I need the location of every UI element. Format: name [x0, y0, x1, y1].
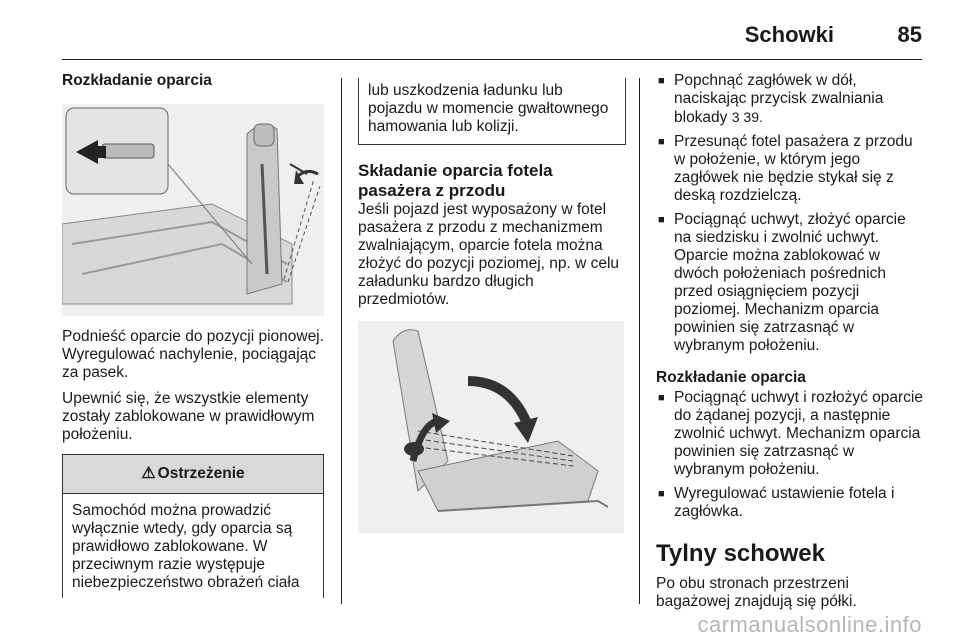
page-title: Schowki [744, 22, 834, 47]
column-1 [62, 72, 324, 598]
bullet-icon: ■ [658, 75, 665, 87]
warning-text-continued: lub uszkodzenia ładunku lub pojazdu w momencie gwałtownego hamowania lub kolizji. [368, 82, 609, 135]
instruction-list [656, 72, 924, 355]
column-3 [656, 72, 924, 619]
list-item: ■ Przesunąć fotel pasażera z przodu w położenie, w którym jego zagłówek nie będzie stykał się z deską rozdzielczą. [658, 133, 913, 204]
section-heading: Rozkładanie oparcia [62, 72, 212, 89]
paragraph: Upewnić się, że wszystkie elementy zostały zablokowane w prawidłowym położeniu. [62, 390, 315, 443]
column-divider-2 [639, 78, 640, 604]
section-heading-large: Tylny schowek [656, 540, 825, 567]
bullet-icon: ■ [658, 214, 665, 226]
warning-text: Samochód można prowadzić wyłącznie wtedy, gdy oparcia są prawidłowo zablokowane. W przeciwnym razie występuje niebezpieczeństwo obrażeń ciała [72, 502, 300, 591]
section-heading: Składanie oparcia fotela pasażera z przodu [358, 161, 553, 200]
bullet-icon: ■ [658, 392, 665, 404]
bullet-icon: ■ [658, 136, 665, 148]
warning-box [62, 454, 324, 598]
list-item: ■ Wyregulować ustawienie fotela i zagłówka. [658, 485, 895, 520]
warning-box-continued [358, 78, 626, 145]
warning-icon: ⚠ [141, 465, 156, 482]
rear-seat-drawing [62, 104, 324, 316]
warning-title: Ostrzeżenie [157, 465, 245, 482]
subsection-heading: Rozkładanie oparcia [656, 369, 806, 386]
column-2 [358, 78, 626, 533]
page-header [62, 14, 922, 58]
bullet-icon: ■ [658, 488, 665, 500]
list-item: ■ Popchnąć zagłówek w dół, naciskając przycisk zwalniania blokady 3 39. [658, 72, 884, 126]
watermark: carmanualsonline.info [697, 612, 922, 637]
header-rule [62, 59, 922, 60]
column-divider-1 [341, 78, 342, 604]
front-seat-illustration [358, 321, 624, 533]
list-item: ■ Pociągnąć uchwyt i rozłożyć oparcie do żądanej pozycji, a następnie zwolnić uchwyt. Mechanizm oparcia powinien się zatrzasnąć w wybranym położeniu. [658, 389, 923, 478]
page-reference: 3 39. [731, 109, 763, 125]
front-seat-drawing [358, 321, 624, 533]
rear-seat-illustration [62, 104, 324, 316]
paragraph: Po obu stronach przestrzeni bagażowej znajdują się półki. [656, 575, 857, 610]
paragraph: Jeśli pojazd jest wyposażony w fotel pasażera z przodu z mechanizmem zwalniającym, oparcie fotela można złożyć do pozycji poziomej, np. w celu załadunku bardzo długich przedmiotów. [358, 201, 620, 308]
paragraph: Podnieść oparcie do pozycji pionowej. Wyregulować nachylenie, pociągając za pasek. [62, 328, 324, 381]
instruction-list [656, 389, 924, 521]
list-item: ■ Pociągnąć uchwyt, złożyć oparcie na siedzisku i zwolnić uchwyt. Oparcie można zablokować w dwóch położeniach pośrednich przed osiągnięciem pozycji poziomej. Mechanizm oparcia powinien się zatrzasnąć w wybranym położeniu. [658, 211, 906, 354]
page-number: 85 [897, 22, 922, 47]
warning-header [63, 455, 323, 494]
